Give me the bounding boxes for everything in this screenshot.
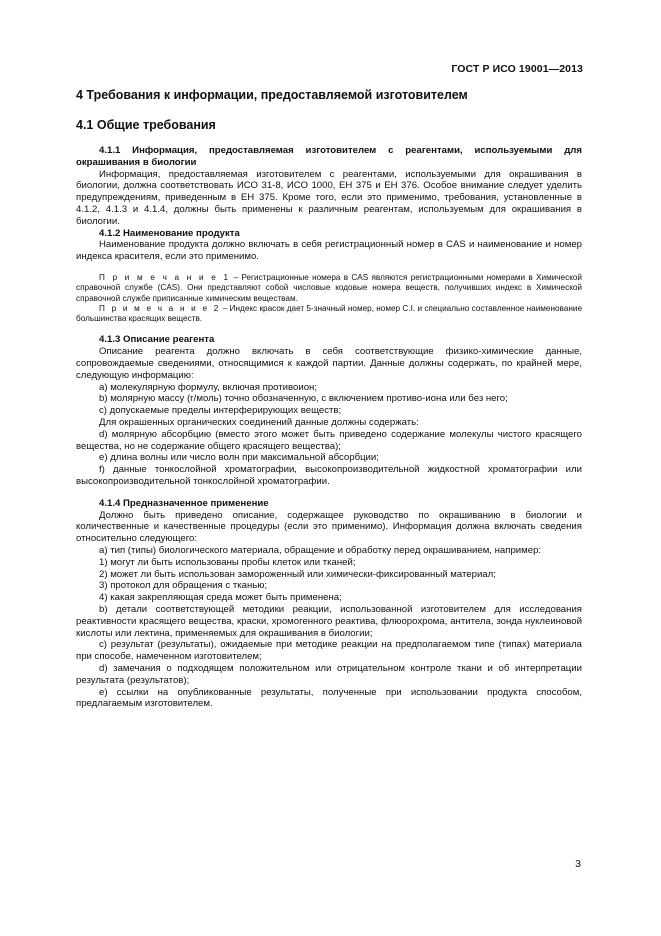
list-item: а) молекулярную формулу, включая противоион; (99, 381, 318, 393)
note-1 (76, 273, 582, 304)
standard-header: ГОСТ Р ИСО 19001—2013 (451, 63, 583, 75)
list-item: b) детали соответствующей методики реакции, использованной изготовителем для исследования реактивности красящего вещества, краски, хромогенного реактива, флюорохрома, антитела, зонда нуклеиновой кислоты или лектина, применяемых для окрашивания в биологии; (76, 603, 582, 639)
list-item: b) молярную массу (г/моль) точно обозначенную, с включением противо-иона или без него; (99, 393, 508, 405)
section-4-1-title: 4.1 Общие требования (76, 118, 216, 132)
list-item: с) результат (результаты), ожидаемые при методике реакции на предполагаемом типе (типах) материала при способе, намеченном изготовителем; (76, 639, 582, 663)
section-4-1-4-body: Должно быть приведено описание, содержащее руководство по окрашиванию в биологии и количественные и качественные процедуры (если это применимо). Информация должна включать сведения относительно следующего: (76, 509, 582, 545)
list-item: d) замечания о подходящем положительном или отрицательном контроле ткани и об интерпретации результата (результатов); (76, 662, 582, 686)
section-4-1-2-body: Наименование продукта должно включать в себя регистрационный номер в CAS и наименование и номер индекса красителя, если это применимо. (76, 239, 582, 263)
section-4-1-3-title: 4.1.3 Описание реагента (99, 334, 215, 346)
page-number: 3 (575, 858, 581, 870)
list-item: 3) протокол для обращения с тканью; (99, 580, 268, 592)
section-4-1-4-title: 4.1.4 Предназначенное применение (99, 497, 269, 509)
note-1-label: П р и м е ч а н и е 1 (99, 272, 231, 282)
note-2-label: П р и м е ч а н и е 2 (99, 303, 221, 313)
list-item: е) ссылки на опубликованные результаты, полученные при использовании продукта способом, предлагаемым изготовителем. (76, 686, 582, 710)
list-item: с) допускаемые пределы интерферирующих веществ; (99, 405, 342, 417)
list-item: а) тип (типы) биологического материала, обращение и обработку перед окрашиванием, например: (99, 545, 542, 556)
note-1-text: – Регистрационные номера в CAS являются регистрационными номерами в Химической справочной службе (CAS). Они представляют собой числовые кодовые номера веществ, получивших индекс в Химической справочной службе приписанные химическим веществам. (76, 272, 582, 303)
section-4-title: 4 Требования к информации, предоставляемой изготовителем (76, 88, 468, 102)
list-item: 1) могут ли быть использованы пробы клеток или тканей; (99, 556, 356, 568)
list-item: е) длина волны или число волн при максимальной абсорбции; (99, 452, 379, 464)
section-4-1-3-body: Описание реагента должно включать в себя соответствующие физико-химические данные, сопровождаемые сведениями, относящимися к каждой партии. Данные должны содержать, по крайней мере, следующую информацию: (76, 346, 582, 381)
list-item: Для окрашенных органических соединений данные должны содержать: (99, 417, 419, 429)
list-item: 4) какая закрепляющая среда может быть применена; (99, 592, 342, 604)
note-2-text: – Индекс красок дает 5-значный номер, номер C.I. и специально составленное наименование большинства красящих веществ. (76, 303, 582, 324)
note-2 (76, 304, 582, 325)
body-text (76, 145, 582, 710)
list-item: f) данные тонкослойной хроматографии, высокопроизводительной жидкостной хроматографии или высокопроизводительной тонкослойной хроматографии. (76, 464, 582, 488)
section-4-1-1-body: Информация, предоставляемая изготовителем с реагентами, используемыми для окрашивания в биологии, должна соответствовать ИСО 31-8, ИСО 1000, ЕН 375 и ЕН 376. Особое внимание следует уделить предупреждениям, приведенным в ЕН 375. Кроме того, если это применимо, требования, установленные в 4.1.2, 4.1.3 и 4.1.4, должны быть применены к различным реагентам, используемым для окрашивания в биологии. (76, 168, 582, 227)
list-item: 2) может ли быть использован замороженный или химически-фиксированный материал; (99, 568, 496, 580)
section-4-1-2-title: 4.1.2 Наименование продукта (99, 227, 240, 239)
list-item: d) молярную абсорбцию (вместо этого может быть приведено содержание молекулы чистого красящего вещества, но не содержание общего красящего вещества); (76, 428, 582, 452)
section-4-1-1-title: 4.1.1 Информация, предоставляемая изготовителем с реагентами, используемыми для окрашивания в биологии (76, 145, 582, 168)
